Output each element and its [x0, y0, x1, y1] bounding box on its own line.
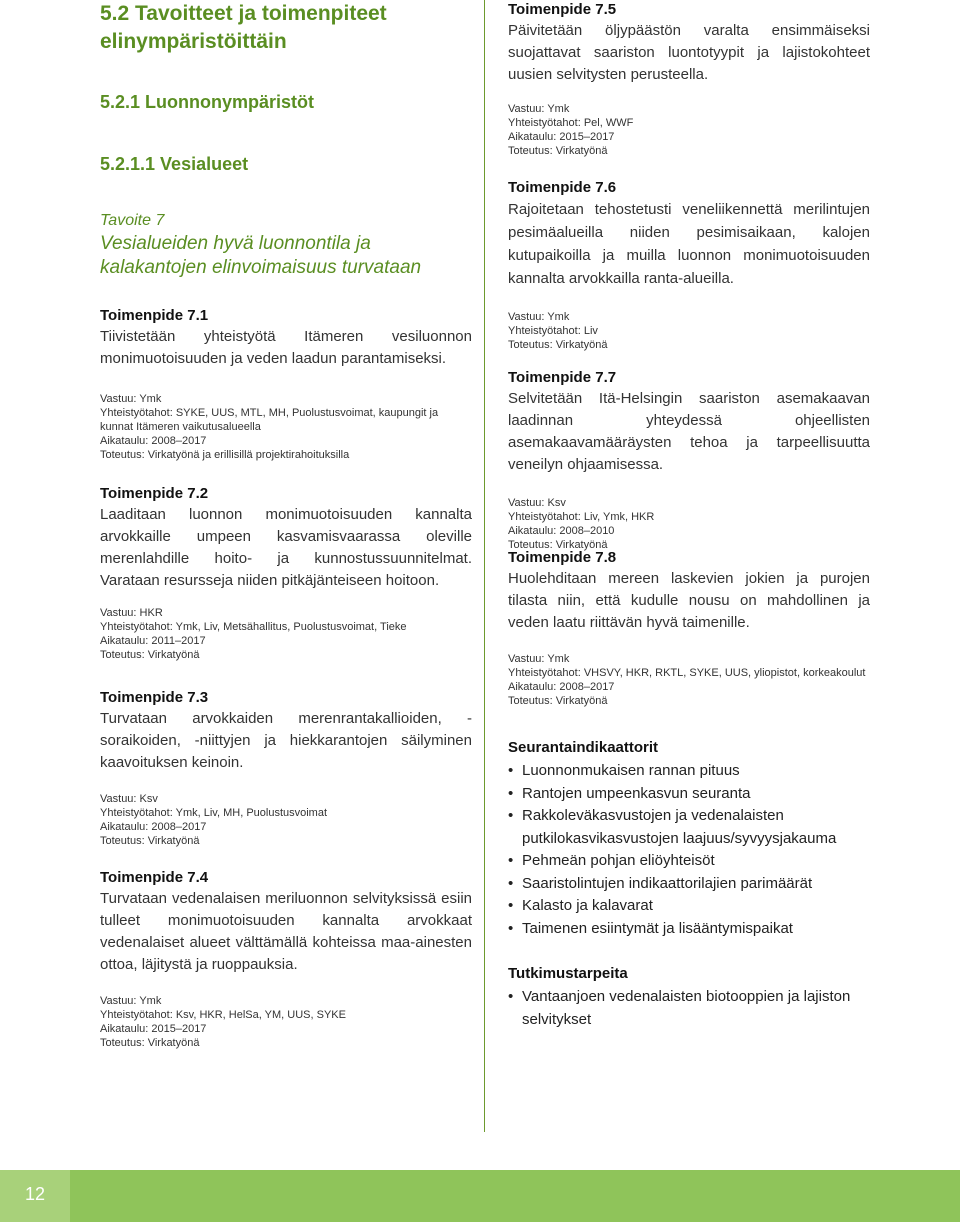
measure-title: Toimenpide 7.2	[100, 485, 209, 502]
measure-title: Toimenpide 7.7	[508, 369, 617, 386]
list-item: • Vantaanjoen vedenalaisten biotooppien ja lajiston selvitykset	[508, 986, 870, 1031]
measure-title: Toimenpide 7.4	[100, 869, 209, 886]
column-divider	[484, 0, 485, 1132]
measure-responsible: Vastuu: Ksv	[100, 793, 158, 805]
measure-responsible: Vastuu: HKR	[100, 607, 163, 619]
measure-responsible: Vastuu: Ymk	[508, 311, 570, 323]
list-item: • Rantojen umpeenkasvun seuranta	[508, 783, 870, 806]
page-number-tab	[0, 1170, 70, 1222]
measure-partners: Yhteistyötahot: Ksv, HKR, HelSa, YM, UUS, SYKE	[100, 1009, 346, 1021]
measure-execution: Toteutus: Virkatyönä	[100, 649, 200, 661]
list-item: • Pehmeän pohjan eliöyhteisöt	[508, 850, 870, 873]
measure-responsible: Vastuu: Ymk	[100, 393, 162, 405]
research-section	[508, 964, 870, 1031]
goal-label: Tavoite 7	[100, 212, 165, 229]
measure-body: Huolehditaan mereen laskevien jokien ja purojen tilasta niin, että kudulle nousu on mahdollinen ja veden laatu riittävän hyvä taimenille.	[508, 570, 870, 631]
measure-execution: Toteutus: Virkatyönä ja erillisillä projektirahoituksilla	[100, 449, 350, 461]
measure-execution: Toteutus: Virkatyönä	[100, 835, 200, 847]
measure-execution: Toteutus: Virkatyönä	[508, 339, 608, 351]
measure-title: Toimenpide 7.6	[508, 179, 617, 196]
measure-partners: Yhteistyötahot: Ymk, Liv, MH, Puolustusvoimat	[100, 807, 328, 819]
measure-title: Toimenpide 7.5	[508, 1, 617, 18]
measure-partners: Yhteistyötahot: VHSVY, HKR, RKTL, SYKE, UUS, yliopistot, korkeakoulut	[508, 667, 866, 679]
measure-responsible: Vastuu: Ymk	[508, 653, 570, 665]
measure-7-6	[508, 178, 870, 352]
measure-body: Rajoitetaan tehostetusti veneliikennettä merilintujen pesimäalueilla niiden pesimisaikaan, kalojen kutupaikoilla ja muilla luonnon monimuotoisuuden kannalta arvokkailla ranta-alueilla.	[508, 201, 870, 287]
list-item: • Saaristolintujen indikaattorilajien parimäärät	[508, 873, 870, 896]
subsubsection-title: 5.2.1.1 Vesialueet	[100, 154, 249, 174]
indicators-title: Seurantaindikaattorit	[508, 739, 659, 756]
measure-body: Päivitetään öljypäästön varalta ensimmäiseksi suojattavat saariston luontotyypit ja lajistokohteet uusien selvitysten perusteella.	[508, 22, 870, 83]
measure-partners: Yhteistyötahot: Liv	[508, 325, 598, 337]
list-item: • Kalasto ja kalavarat	[508, 895, 870, 918]
subsection-title: 5.2.1 Luonnonympäristöt	[100, 92, 315, 112]
page-number: 12	[24, 1184, 46, 1204]
measure-body: Laaditaan luonnon monimuotoisuuden kannalta arvokkaille umpeen kasvamisvaarassa oleville merenlahdille hoito- ja kunnostussuunnitelmat. Varataan resursseja niiden pitkäjänteiseen hoitoon.	[100, 506, 472, 589]
research-title: Tutkimustarpeita	[508, 965, 628, 982]
indicators-section	[508, 738, 870, 940]
measure-schedule: Aikataulu: 2008–2017	[100, 821, 207, 833]
measure-body: Turvataan vedenalaisen meriluonnon selvityksissä esiin tulleet monimuotoisuuden kannalta arvokkaat vedenalaiset alueet välttämällä kohteissa maa-ainesten ottoa, läjitystä ja ruoppauksia.	[100, 890, 472, 973]
measure-title: Toimenpide 7.8	[508, 549, 617, 566]
list-item: • Rakkoleväkasvustojen ja vedenalaisten putkilokasvikasvustojen laajuus/syvyysjakauma	[508, 805, 870, 850]
measure-responsible: Vastuu: Ymk	[508, 103, 570, 115]
measure-partners: Yhteistyötahot: Ymk, Liv, Metsähallitus, Puolustusvoimat, Tieke	[100, 621, 407, 633]
measure-schedule: Aikataulu: 2008–2010	[508, 525, 615, 537]
measure-responsible: Vastuu: Ksv	[508, 497, 566, 509]
research-list	[508, 986, 870, 1031]
measure-partners: Yhteistyötahot: Pel, WWF	[508, 117, 634, 129]
measure-7-5	[508, 0, 870, 158]
measure-execution: Toteutus: Virkatyönä	[508, 145, 608, 157]
measure-7-7	[508, 368, 870, 552]
footer-band	[0, 1170, 960, 1222]
section-title: 5.2 Tavoitteet ja toimenpiteet elinympäristöittäin	[100, 2, 387, 53]
list-item: • Luonnonmukaisen rannan pituus	[508, 760, 870, 783]
measure-7-8	[508, 548, 870, 708]
indicators-list	[508, 760, 870, 940]
measure-7-2	[100, 484, 472, 662]
measure-schedule: Aikataulu: 2015–2017	[508, 131, 615, 143]
measure-schedule: Aikataulu: 2008–2017	[508, 681, 615, 693]
measure-execution: Toteutus: Virkatyönä	[100, 1037, 200, 1049]
measure-schedule: Aikataulu: 2011–2017	[100, 635, 206, 647]
measure-7-4	[100, 868, 472, 1050]
measure-schedule: Aikataulu: 2015–2017	[100, 1023, 207, 1035]
measure-body: Turvataan arvokkaiden merenrantakallioiden, -soraikoiden, -niittyjen ja hiekkarantojen säilyminen kaavoituksen keinoin.	[100, 710, 472, 771]
measure-execution: Toteutus: Virkatyönä	[508, 539, 608, 551]
measure-schedule: Aikataulu: 2008–2017	[100, 435, 207, 447]
measure-responsible: Vastuu: Ymk	[100, 995, 162, 1007]
measure-body: Tiivistetään yhteistyötä Itämeren vesiluonnon monimuotoisuuden ja veden laadun parantamiseksi.	[100, 328, 472, 367]
measure-title: Toimenpide 7.3	[100, 689, 209, 706]
measure-7-3	[100, 688, 472, 848]
measure-execution: Toteutus: Virkatyönä	[508, 695, 608, 707]
measure-title: Toimenpide 7.1	[100, 307, 209, 324]
measure-partners: Yhteistyötahot: SYKE, UUS, MTL, MH, Puolustusvoimat, kaupungit ja kunnat Itämeren vaikutusalueella	[100, 407, 439, 433]
measure-7-1	[100, 306, 472, 462]
measure-body: Selvitetään Itä-Helsingin saariston asemakaavan laadinnan yhteydessä ohjeellisten asemakaavamääräysten tehoa ja tarpeellisuutta veneilyn ohjaamisessa.	[508, 390, 870, 473]
goal-title: Vesialueiden hyvä luonnontila ja kalakantojen elinvoimaisuus turvataan	[100, 233, 422, 278]
measure-partners: Yhteistyötahot: Liv, Ymk, HKR	[508, 511, 655, 523]
list-item: • Taimenen esiintymät ja lisääntymispaikat	[508, 918, 870, 941]
